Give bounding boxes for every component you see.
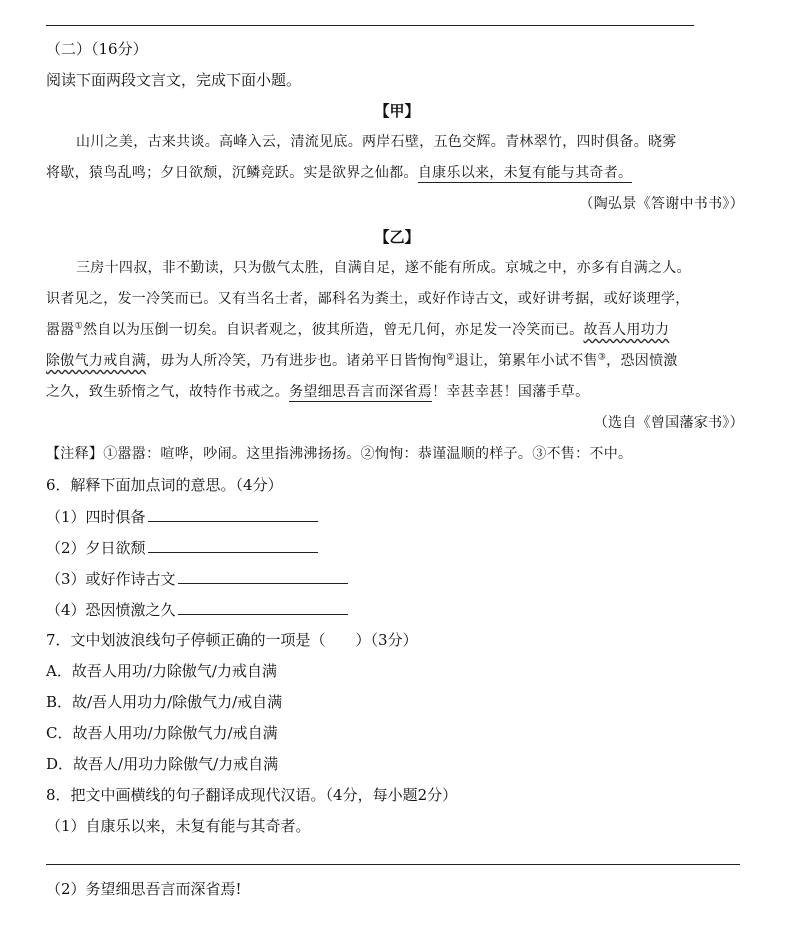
note-marker-1: ①	[74, 321, 83, 332]
passage-yi-text: 嚣嚣	[46, 322, 75, 338]
passage-jia-marker: 【甲】	[374, 102, 420, 120]
passage-yi-text: 识者见之，发一冷笑而已。又有当名士者，鄙科名为粪土，或好作诗古文，或好讲考据，或好谈理学，	[46, 291, 690, 307]
answer-blank[interactable]	[178, 598, 348, 615]
passage-yi-line-2	[46, 288, 746, 310]
passage-yi-line-1	[76, 257, 746, 279]
question-6-item	[46, 536, 746, 559]
passage-yi-source: （选自《曾国藩家书》）	[593, 415, 744, 431]
answer-blank[interactable]	[178, 567, 348, 584]
question-6-item-label: （3）或好作诗古文	[46, 570, 176, 588]
passage-yi-line-3	[46, 319, 746, 341]
top-rule	[46, 25, 694, 26]
passage-jia-line-1	[76, 131, 746, 153]
passage-yi-line-5	[46, 381, 746, 403]
passage-jia-line-2	[46, 162, 746, 184]
passage-yi-text: 然自以为压倒一切矣。自识者观之，彼其所造，曾无几何，亦足发一冷笑而已。	[82, 322, 584, 338]
passage-yi-text: ，毋为人所冷笑，乃有进步也。诸弟平日皆恂恂	[146, 353, 447, 369]
question-6-item-label: （4）恐因愤激之久	[46, 601, 176, 619]
question-7-option-c[interactable]: C．故吾人用功/力除傲气力/戒自满	[46, 724, 278, 742]
page-break-rule	[46, 864, 740, 865]
question-6-stem: 6．解释下面加点词的意思。（4分）	[46, 476, 283, 494]
question-6-item	[46, 598, 746, 621]
question-7-stem: 7．文中划波浪线句子停顿正确的一项是（ ）（3分）	[46, 631, 418, 649]
passage-jia-text: 山川之美，古来共谈。高峰入云，清流见底。两岸石壁，五色交辉。青林翠竹，四时俱备。晓雾	[76, 134, 677, 150]
wavy-sentence: 除傲气力戒自满	[46, 353, 147, 369]
answer-blank[interactable]	[148, 505, 318, 522]
question-7-option-a[interactable]: A．故吾人用功/力除傲气/力戒自满	[46, 662, 277, 680]
note-marker-3: ③	[597, 352, 607, 363]
question-6-item	[46, 505, 746, 528]
passage-yi-text: ，恐因愤激	[606, 353, 678, 369]
section-heading: （二）（16分）	[46, 40, 148, 58]
question-6-item-label: （2）夕日欲颓	[46, 539, 146, 557]
question-6-item	[46, 567, 746, 590]
passage-jia-source: （陶弘景《答谢中书书》）	[579, 196, 744, 212]
underlined-sentence-1: 自康乐以来，未复有能与其奇者。	[417, 165, 633, 181]
passage-jia-text: 将歇，猿鸟乱鸣；夕日欲颓，沉鳞竞跃。实是欲界之仙都。	[46, 165, 418, 181]
underlined-sentence-2: 务望细思吾言而深省焉	[289, 384, 433, 400]
passage-yi-text: 三房十四叔，非不勤读，只为傲气太胜，自满自足，遂不能有所成。京城之中，亦多有自满之人。	[76, 260, 691, 276]
question-7-option-d[interactable]: D．故吾人/用功力除傲气/力戒自满	[46, 755, 279, 773]
passage-yi-text: 之久，致生骄惰之气，故特作书戒之。	[46, 384, 290, 400]
instruction: 阅读下面两段文言文，完成下面小题。	[46, 71, 302, 89]
question-6-item-label: （1）四时俱备	[46, 508, 146, 526]
question-8-item: （2）务望细思吾言而深省焉!	[46, 880, 242, 898]
passage-yi-text: 退让，第累年小试不售	[454, 353, 598, 369]
passage-yi-text: ！幸甚幸甚！国藩手草。	[432, 384, 590, 400]
answer-blank[interactable]	[148, 536, 318, 553]
passage-yi-marker: 【乙】	[374, 228, 420, 246]
passage-yi-line-4	[46, 350, 746, 372]
question-8-stem: 8．把文中画横线的句子翻译成现代汉语。（4分，每小题2分）	[46, 786, 458, 804]
question-7-option-b[interactable]: B．故/吾人用功力/除傲气力/戒自满	[46, 693, 283, 711]
note-marker-2: ②	[446, 352, 455, 363]
question-8-item: （1）自康乐以来，未复有能与其奇者。	[46, 817, 311, 835]
wavy-sentence: 故吾人用功力	[583, 322, 670, 338]
annotation: 【注释】①嚣嚣：喧哗，吵闹。这里指沸沸扬扬。②恂恂：恭谨温顺的样子。③不售：不中。	[46, 446, 633, 462]
